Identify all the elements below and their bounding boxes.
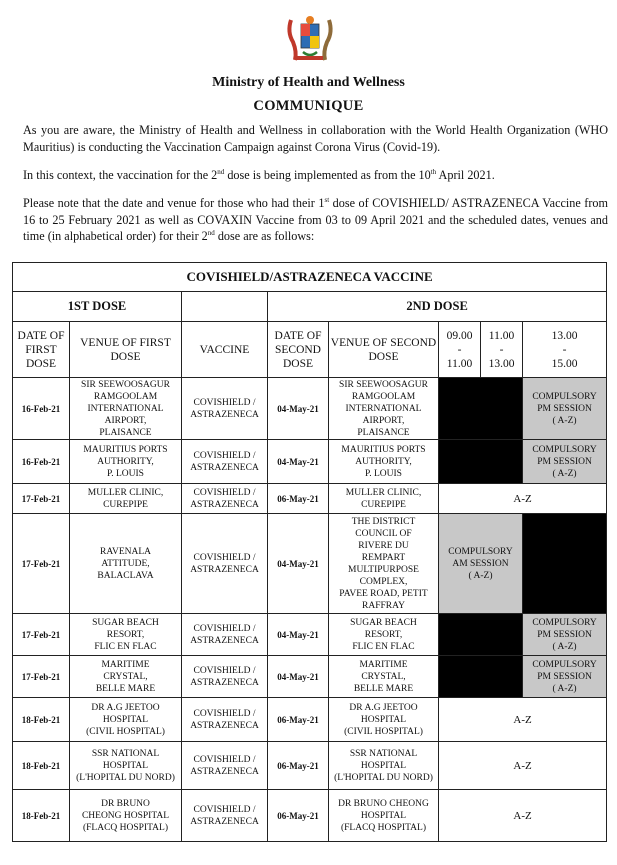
unavailable-slot bbox=[439, 656, 523, 698]
vaccine-name: COVISHIELD / ASTRAZENECA bbox=[182, 742, 268, 790]
pm-session-cell: COMPULSORY PM SESSION ( A-Z) bbox=[523, 614, 607, 656]
pm-session-cell: COMPULSORY PM SESSION ( A-Z) bbox=[523, 656, 607, 698]
col-date-first: DATE OF FIRST DOSE bbox=[13, 322, 70, 378]
unavailable-slot bbox=[439, 378, 523, 440]
col-slot-1100: 11.00 - 13.00 bbox=[481, 322, 523, 378]
second-dose-venue: SSR NATIONAL HOSPITAL (L'HOPITAL DU NORD) bbox=[329, 742, 439, 790]
unavailable-slot bbox=[439, 614, 523, 656]
vaccine-name: COVISHIELD / ASTRAZENECA bbox=[182, 484, 268, 514]
first-dose-venue: DR BRUNO CHEONG HOSPITAL (FLACQ HOSPITAL) bbox=[70, 790, 182, 842]
first-dose-date: 17-Feb-21 bbox=[13, 484, 70, 514]
vaccine-name: COVISHIELD / ASTRAZENECA bbox=[182, 614, 268, 656]
second-dose-date: 06-May-21 bbox=[268, 790, 329, 842]
vaccine-name: COVISHIELD / ASTRAZENECA bbox=[182, 378, 268, 440]
first-dose-date: 17-Feb-21 bbox=[13, 656, 70, 698]
table-row bbox=[13, 698, 607, 742]
first-dose-date: 17-Feb-21 bbox=[13, 514, 70, 614]
table-title: COVISHIELD/ASTRAZENECA VACCINE bbox=[13, 263, 607, 292]
second-dose-date: 06-May-21 bbox=[268, 484, 329, 514]
ministry-title: Ministry of Health and Wellness bbox=[212, 75, 405, 90]
first-dose-date: 16-Feb-21 bbox=[13, 378, 70, 440]
col-date-second: DATE OF SECOND DOSE bbox=[268, 322, 329, 378]
first-dose-venue: SIR SEEWOOSAGUR RAMGOOLAM INTERNATIONAL AIRPORT, PLAISANCE bbox=[70, 378, 182, 440]
am-session-cell: COMPULSORY AM SESSION ( A-Z) bbox=[439, 514, 523, 614]
all-day-session-cell: A-Z bbox=[439, 790, 607, 842]
first-dose-date: 17-Feb-21 bbox=[13, 614, 70, 656]
table-row bbox=[13, 514, 607, 614]
second-dose-date: 04-May-21 bbox=[268, 440, 329, 484]
second-dose-date: 04-May-21 bbox=[268, 656, 329, 698]
first-dose-date: 18-Feb-21 bbox=[13, 698, 70, 742]
second-dose-venue: THE DISTRICT COUNCIL OF RIVERE DU REMPART MULTIPURPOSE COMPLEX, PAVEE ROAD, PETIT RAFFRAY bbox=[329, 514, 439, 614]
vaccine-name: COVISHIELD / ASTRAZENECA bbox=[182, 656, 268, 698]
vaccination-schedule-table bbox=[12, 262, 607, 842]
first-dose-venue: MAURITIUS PORTS AUTHORITY, P. LOUIS bbox=[70, 440, 182, 484]
schedule-paragraph: Please note that the date and venue for those who had their 1st dose of COVISHIELD/ ASTRAZENECA Vaccine from 16 to 25 February 2021 as well as COVAXIN Vaccine from 03 to 09 April 2021 and the scheduled dates, venues and time (in alphabetical order) for their 2nd dose are as follows: bbox=[23, 195, 608, 243]
table-row bbox=[13, 742, 607, 790]
first-dose-header: 1ST DOSE bbox=[13, 292, 182, 322]
coat-of-arms-icon bbox=[281, 12, 339, 64]
second-dose-header: 2ND DOSE bbox=[268, 292, 607, 322]
all-day-session-cell: A-Z bbox=[439, 698, 607, 742]
second-dose-date: 04-May-21 bbox=[268, 614, 329, 656]
first-dose-venue: SSR NATIONAL HOSPITAL (L'HOPITAL DU NORD) bbox=[70, 742, 182, 790]
table-row bbox=[13, 790, 607, 842]
vaccine-name: COVISHIELD / ASTRAZENECA bbox=[182, 698, 268, 742]
first-dose-venue: RAVENALA ATTITUDE, BALACLAVA bbox=[70, 514, 182, 614]
second-dose-date: 04-May-21 bbox=[268, 378, 329, 440]
pm-session-cell: COMPULSORY PM SESSION ( A-Z) bbox=[523, 440, 607, 484]
second-dose-venue: DR A.G JEETOO HOSPITAL (CIVIL HOSPITAL) bbox=[329, 698, 439, 742]
second-dose-date: 06-May-21 bbox=[268, 742, 329, 790]
table-row bbox=[13, 656, 607, 698]
second-dose-venue: SIR SEEWOOSAGUR RAMGOOLAM INTERNATIONAL AIRPORT, PLAISANCE bbox=[329, 378, 439, 440]
second-dose-date: 06-May-21 bbox=[268, 698, 329, 742]
all-day-session-cell: A-Z bbox=[439, 742, 607, 790]
vaccine-name: COVISHIELD / ASTRAZENECA bbox=[182, 514, 268, 614]
second-dose-venue: MARITIME CRYSTAL, BELLE MARE bbox=[329, 656, 439, 698]
col-vaccine: VACCINE bbox=[182, 322, 268, 378]
communique-title: COMMUNIQUE bbox=[253, 98, 364, 114]
context-paragraph: In this context, the vaccination for the 2nd dose is being implemented as from the 10th April 2021. bbox=[23, 167, 495, 182]
second-dose-date: 04-May-21 bbox=[268, 514, 329, 614]
vaccine-name: COVISHIELD / ASTRAZENECA bbox=[182, 790, 268, 842]
second-dose-venue: DR BRUNO CHEONG HOSPITAL (FLACQ HOSPITAL) bbox=[329, 790, 439, 842]
pm-session-cell: COMPULSORY PM SESSION ( A-Z) bbox=[523, 378, 607, 440]
first-dose-date: 18-Feb-21 bbox=[13, 790, 70, 842]
first-dose-date: 16-Feb-21 bbox=[13, 440, 70, 484]
table-row bbox=[13, 484, 607, 514]
col-venue-first: VENUE OF FIRST DOSE bbox=[70, 322, 182, 378]
col-venue-second: VENUE OF SECOND DOSE bbox=[329, 322, 439, 378]
unavailable-slot bbox=[439, 440, 523, 484]
col-slot-0900: 09.00 - 11.00 bbox=[439, 322, 481, 378]
table-row bbox=[13, 614, 607, 656]
second-dose-venue: MAURITIUS PORTS AUTHORITY, P. LOUIS bbox=[329, 440, 439, 484]
second-dose-venue: MULLER CLINIC, CUREPIPE bbox=[329, 484, 439, 514]
unavailable-slot bbox=[523, 514, 607, 614]
first-dose-venue: SUGAR BEACH RESORT, FLIC EN FLAC bbox=[70, 614, 182, 656]
intro-paragraph: As you are aware, the Ministry of Health and Wellness in collaboration with the World Health Organization (WHO Mauritius) is conducting the Vaccination Campaign against Corona Virus (Covid-19). bbox=[23, 123, 608, 154]
table-row bbox=[13, 378, 607, 440]
first-dose-date: 18-Feb-21 bbox=[13, 742, 70, 790]
table-row bbox=[13, 440, 607, 484]
first-dose-venue: MULLER CLINIC, CUREPIPE bbox=[70, 484, 182, 514]
first-dose-venue: MARITIME CRYSTAL, BELLE MARE bbox=[70, 656, 182, 698]
vaccine-name: COVISHIELD / ASTRAZENECA bbox=[182, 440, 268, 484]
second-dose-venue: SUGAR BEACH RESORT, FLIC EN FLAC bbox=[329, 614, 439, 656]
col-slot-1300: 13.00 - 15.00 bbox=[523, 322, 607, 378]
first-dose-venue: DR A.G JEETOO HOSPITAL (CIVIL HOSPITAL) bbox=[70, 698, 182, 742]
all-day-session-cell: A-Z bbox=[439, 484, 607, 514]
